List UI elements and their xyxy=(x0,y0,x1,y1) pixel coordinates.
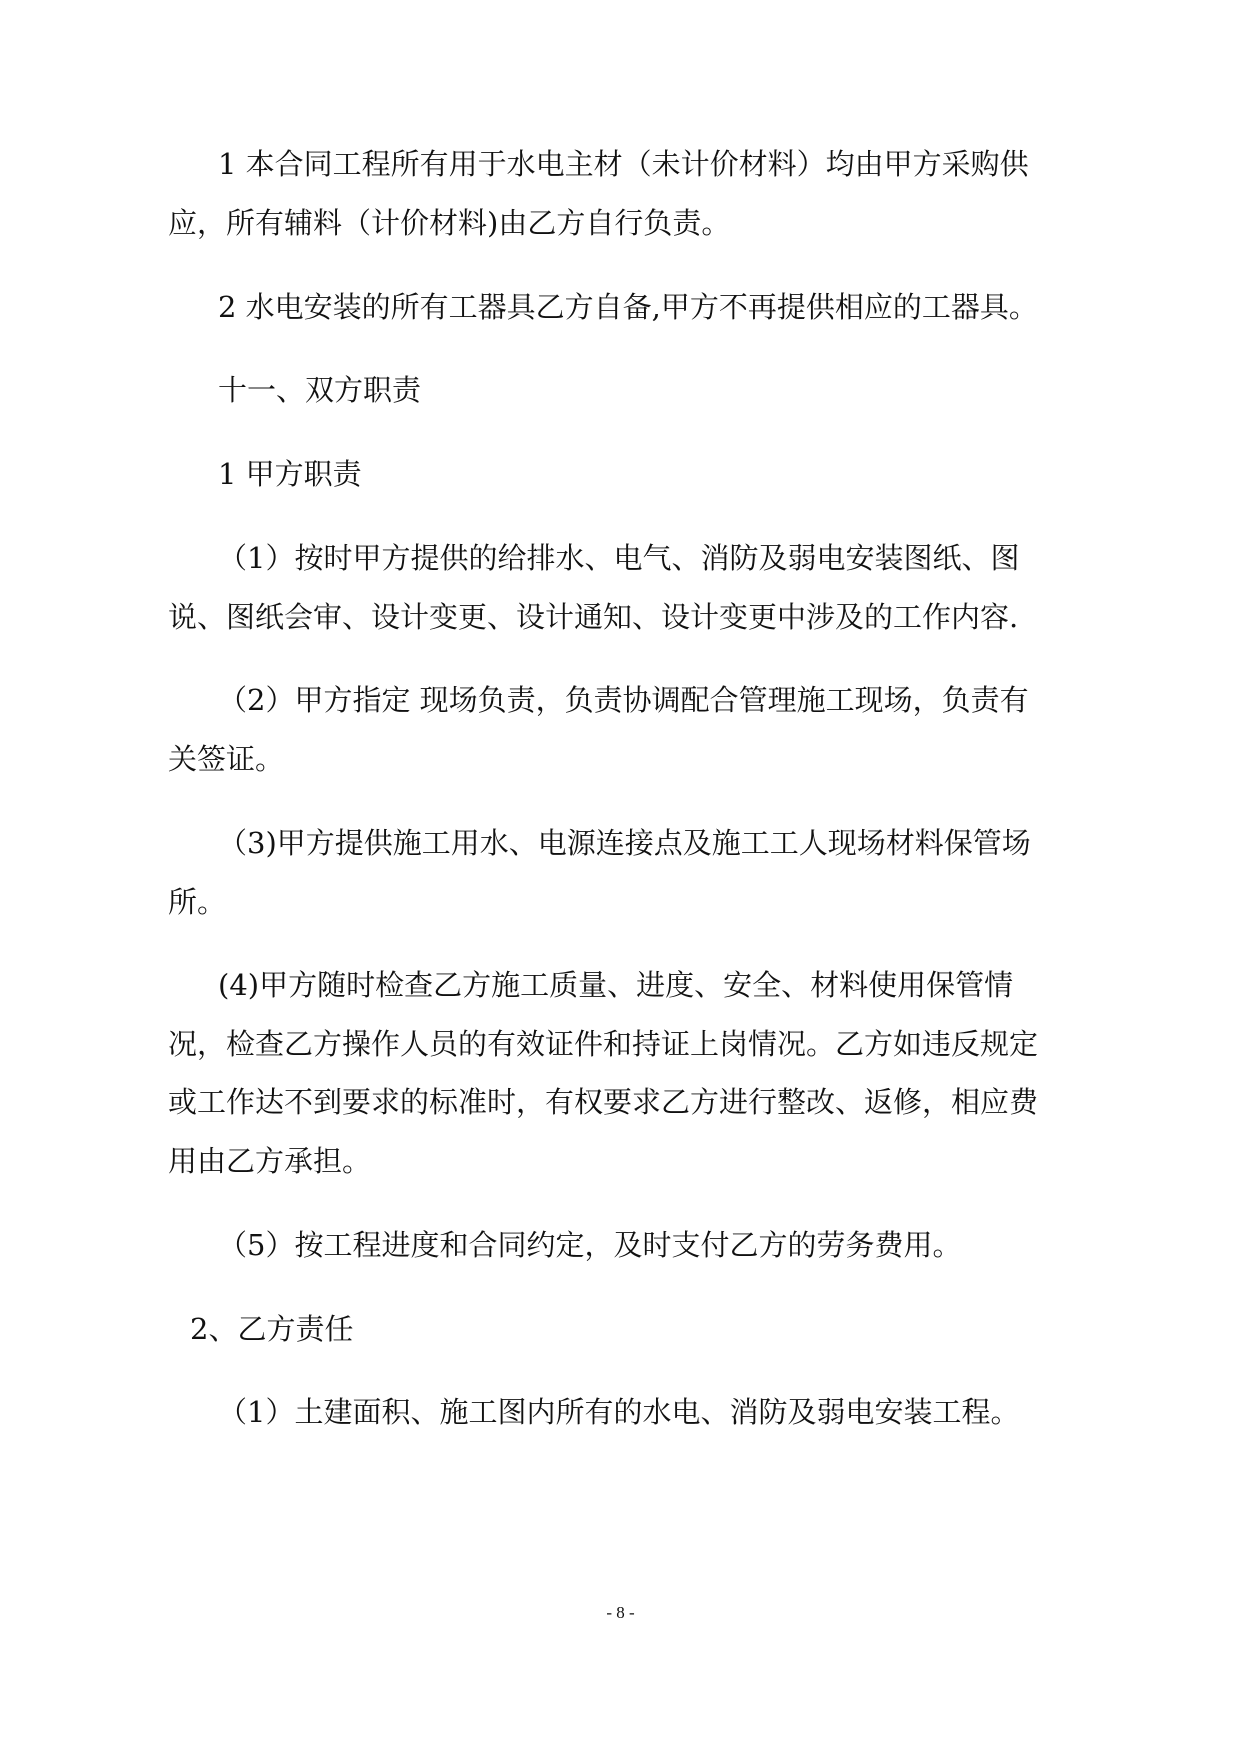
paragraph-a3-line-1: （3)甲方提供施工用水、电源连接点及施工工人现场材料保管场 xyxy=(218,826,1031,860)
paragraph-a4-line-4: 用由乙方承担。 xyxy=(168,1144,372,1178)
subheading-party-b-duties: 2、乙方责任 xyxy=(190,1312,354,1346)
section-heading-mutual-duties: 十一、双方职责 xyxy=(218,373,422,407)
paragraph-b1: （1）土建面积、施工图内所有的水电、消防及弱电安装工程。 xyxy=(218,1395,1020,1429)
paragraph-a1-line-1: （1）按时甲方提供的给排水、电气、消防及弱电安装图纸、图 xyxy=(218,541,1020,575)
paragraph-tools: 2 水电安装的所有工器具乙方自备,甲方不再提供相应的工器具。 xyxy=(218,290,1038,324)
subheading-party-a-duties: 1 甲方职责 xyxy=(218,457,362,491)
paragraph-a4-line-2: 况，检查乙方操作人员的有效证件和持证上岗情况。乙方如违反规定 xyxy=(168,1027,1039,1061)
paragraph-a3-line-2: 所。 xyxy=(168,885,227,919)
paragraph-a4-line-3: 或工作达不到要求的标准时，有权要求乙方进行整改、返修，相应费 xyxy=(168,1085,1039,1119)
paragraph-main-materials-line-2: 应，所有辅料（计价材料)由乙方自行负责。 xyxy=(168,206,731,240)
paragraph-main-materials-line-1: 1 本合同工程所有用于水电主材（未计价材料）均由甲方采购供 xyxy=(218,147,1029,181)
paragraph-a4-line-1: (4)甲方随时检查乙方施工质量、进度、安全、材料使用保管情 xyxy=(218,968,1014,1002)
paragraph-a2-line-1: （2）甲方指定 现场负责，负责协调配合管理施工现场，负责有 xyxy=(218,683,1029,717)
paragraph-a5: （5）按工程进度和合同约定，及时支付乙方的劳务费用。 xyxy=(218,1228,962,1262)
paragraph-a1-line-2: 说、图纸会审、设计变更、设计通知、设计变更中涉及的工作内容. xyxy=(168,600,1019,634)
page-number: - 8 - xyxy=(606,1603,635,1622)
paragraph-a2-line-2: 关签证。 xyxy=(168,742,285,776)
